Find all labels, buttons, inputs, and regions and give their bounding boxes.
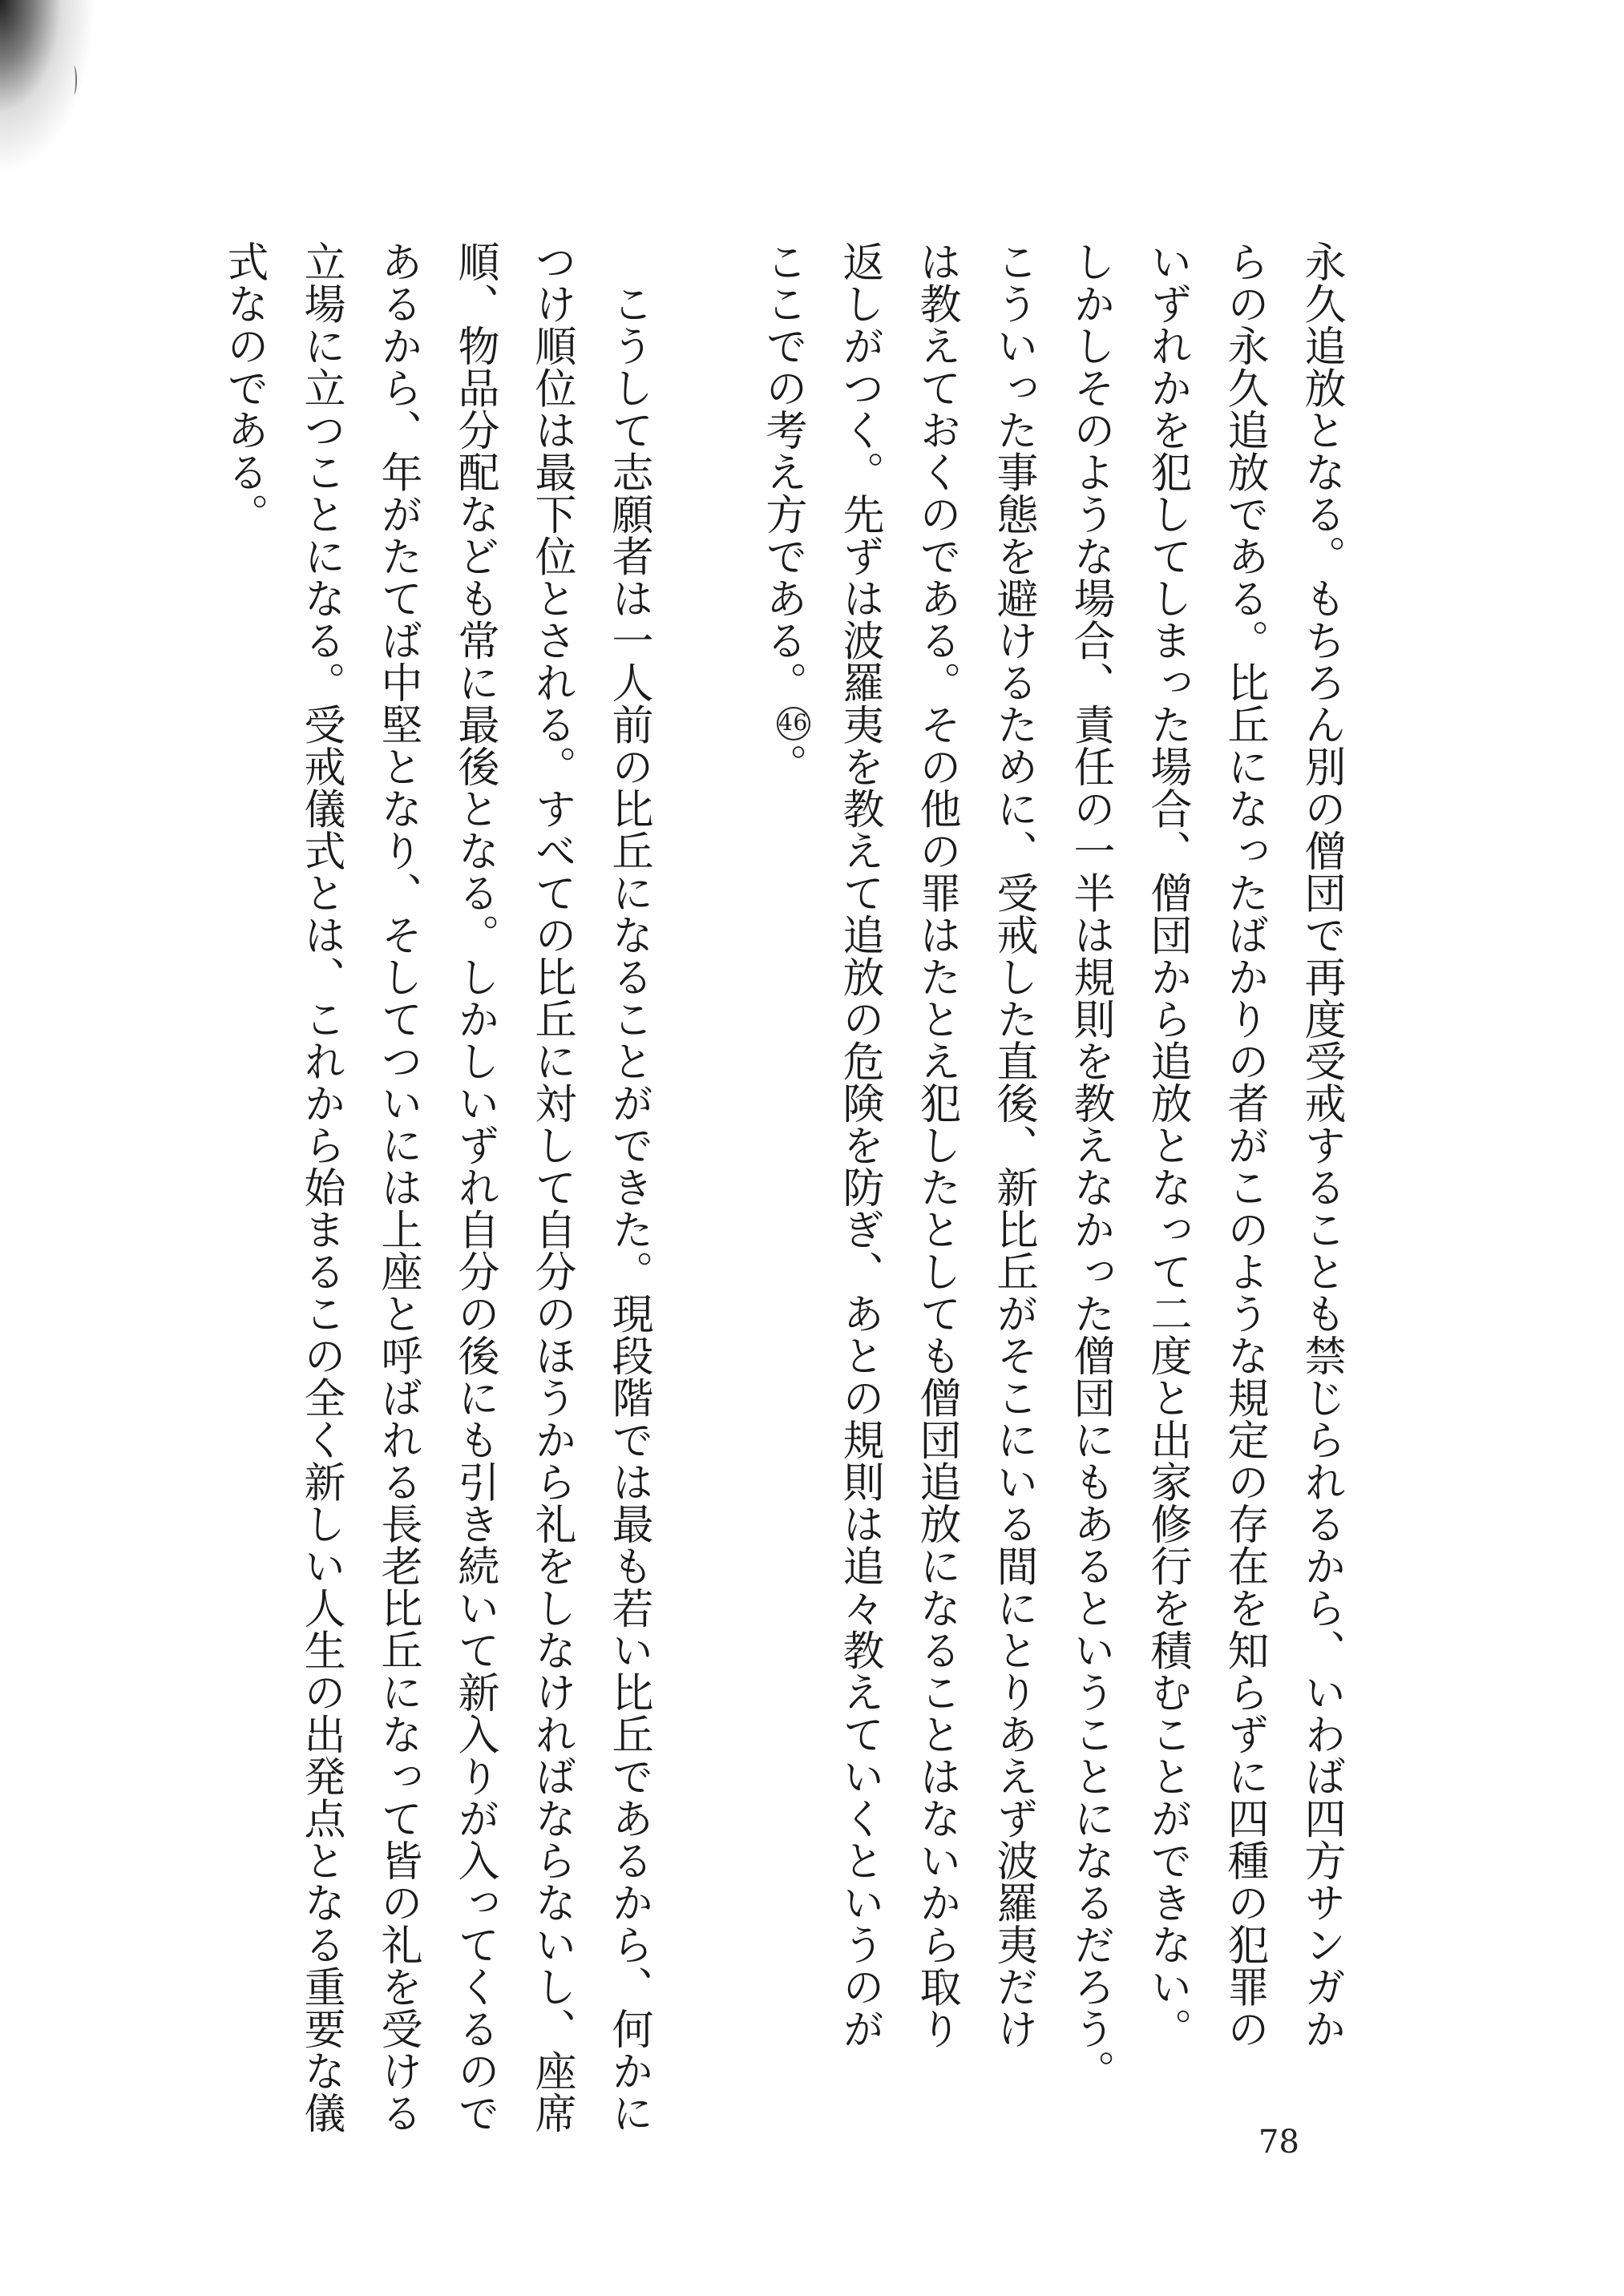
body-text bbox=[205, 240, 1359, 2134]
text-line: 順、物品分配なども常に最後となる。しかしいずれ自分の後にも引き続いて新入りが入ってくるので bbox=[450, 240, 499, 2134]
scan-edge-shadow bbox=[0, 0, 96, 176]
paragraph-gap bbox=[667, 240, 744, 2044]
text-line: あるから、年がたてば中堅となり、そしてついには上座と呼ばれる長老比丘になって皆の礼を受ける bbox=[374, 240, 422, 2134]
text-line: らの永久追放である。比丘になったばかりの者がこのような規定の存在を知らずに四種の犯罪の bbox=[1220, 240, 1268, 2050]
page-number: 78 bbox=[1258, 2124, 1299, 2161]
text-line: こういった事態を避けるために、受戒した直後、新比丘がそこにいる間にとりあえず波羅夷だけ bbox=[989, 240, 1037, 2050]
text-line: 立場に立つことになる。受戒儀式とは、これから始まるこの全く新しい人生の出発点となる重要な儀 bbox=[297, 240, 345, 2134]
footnote-reference: 46 bbox=[777, 707, 810, 740]
text-line: いずれかを犯してしまった場合、僧団から追放となって二度と出家修行を積むことができない。 bbox=[1143, 240, 1191, 2050]
text-line: 式なのである。 bbox=[220, 240, 268, 535]
text-line: 永久追放となる。もちろん別の僧団で再度受戒することも禁じられるから、いわば四方サンガか bbox=[1297, 240, 1345, 2050]
scan-mark bbox=[71, 66, 77, 95]
text-line: しかしそのような場合、責任の一半は規則を教えなかった僧団にもあるということになるだろう。 bbox=[1066, 240, 1114, 2092]
text-line: こうして志願者は一人前の比丘になることができた。現段階では最も若い比丘であるから、何かに bbox=[604, 240, 652, 2134]
text-line: つけ順位は最下位とされる。すべての比丘に対して自分のほうから礼をしなければならないし、座席 bbox=[527, 240, 576, 2134]
text-line-segment: ここでの考え方である。 bbox=[758, 240, 806, 704]
text-line: 返しがつく。先ずは波羅夷を教えて追放の危険を防ぎ、あとの規則は追々教えていくというのが bbox=[835, 240, 883, 2050]
text-line: ここでの考え方である。46。 bbox=[744, 240, 821, 2044]
text-line: は教えておくのである。その他の罪はたとえ犯したとしても僧団追放になることはないから取り bbox=[912, 240, 960, 2050]
